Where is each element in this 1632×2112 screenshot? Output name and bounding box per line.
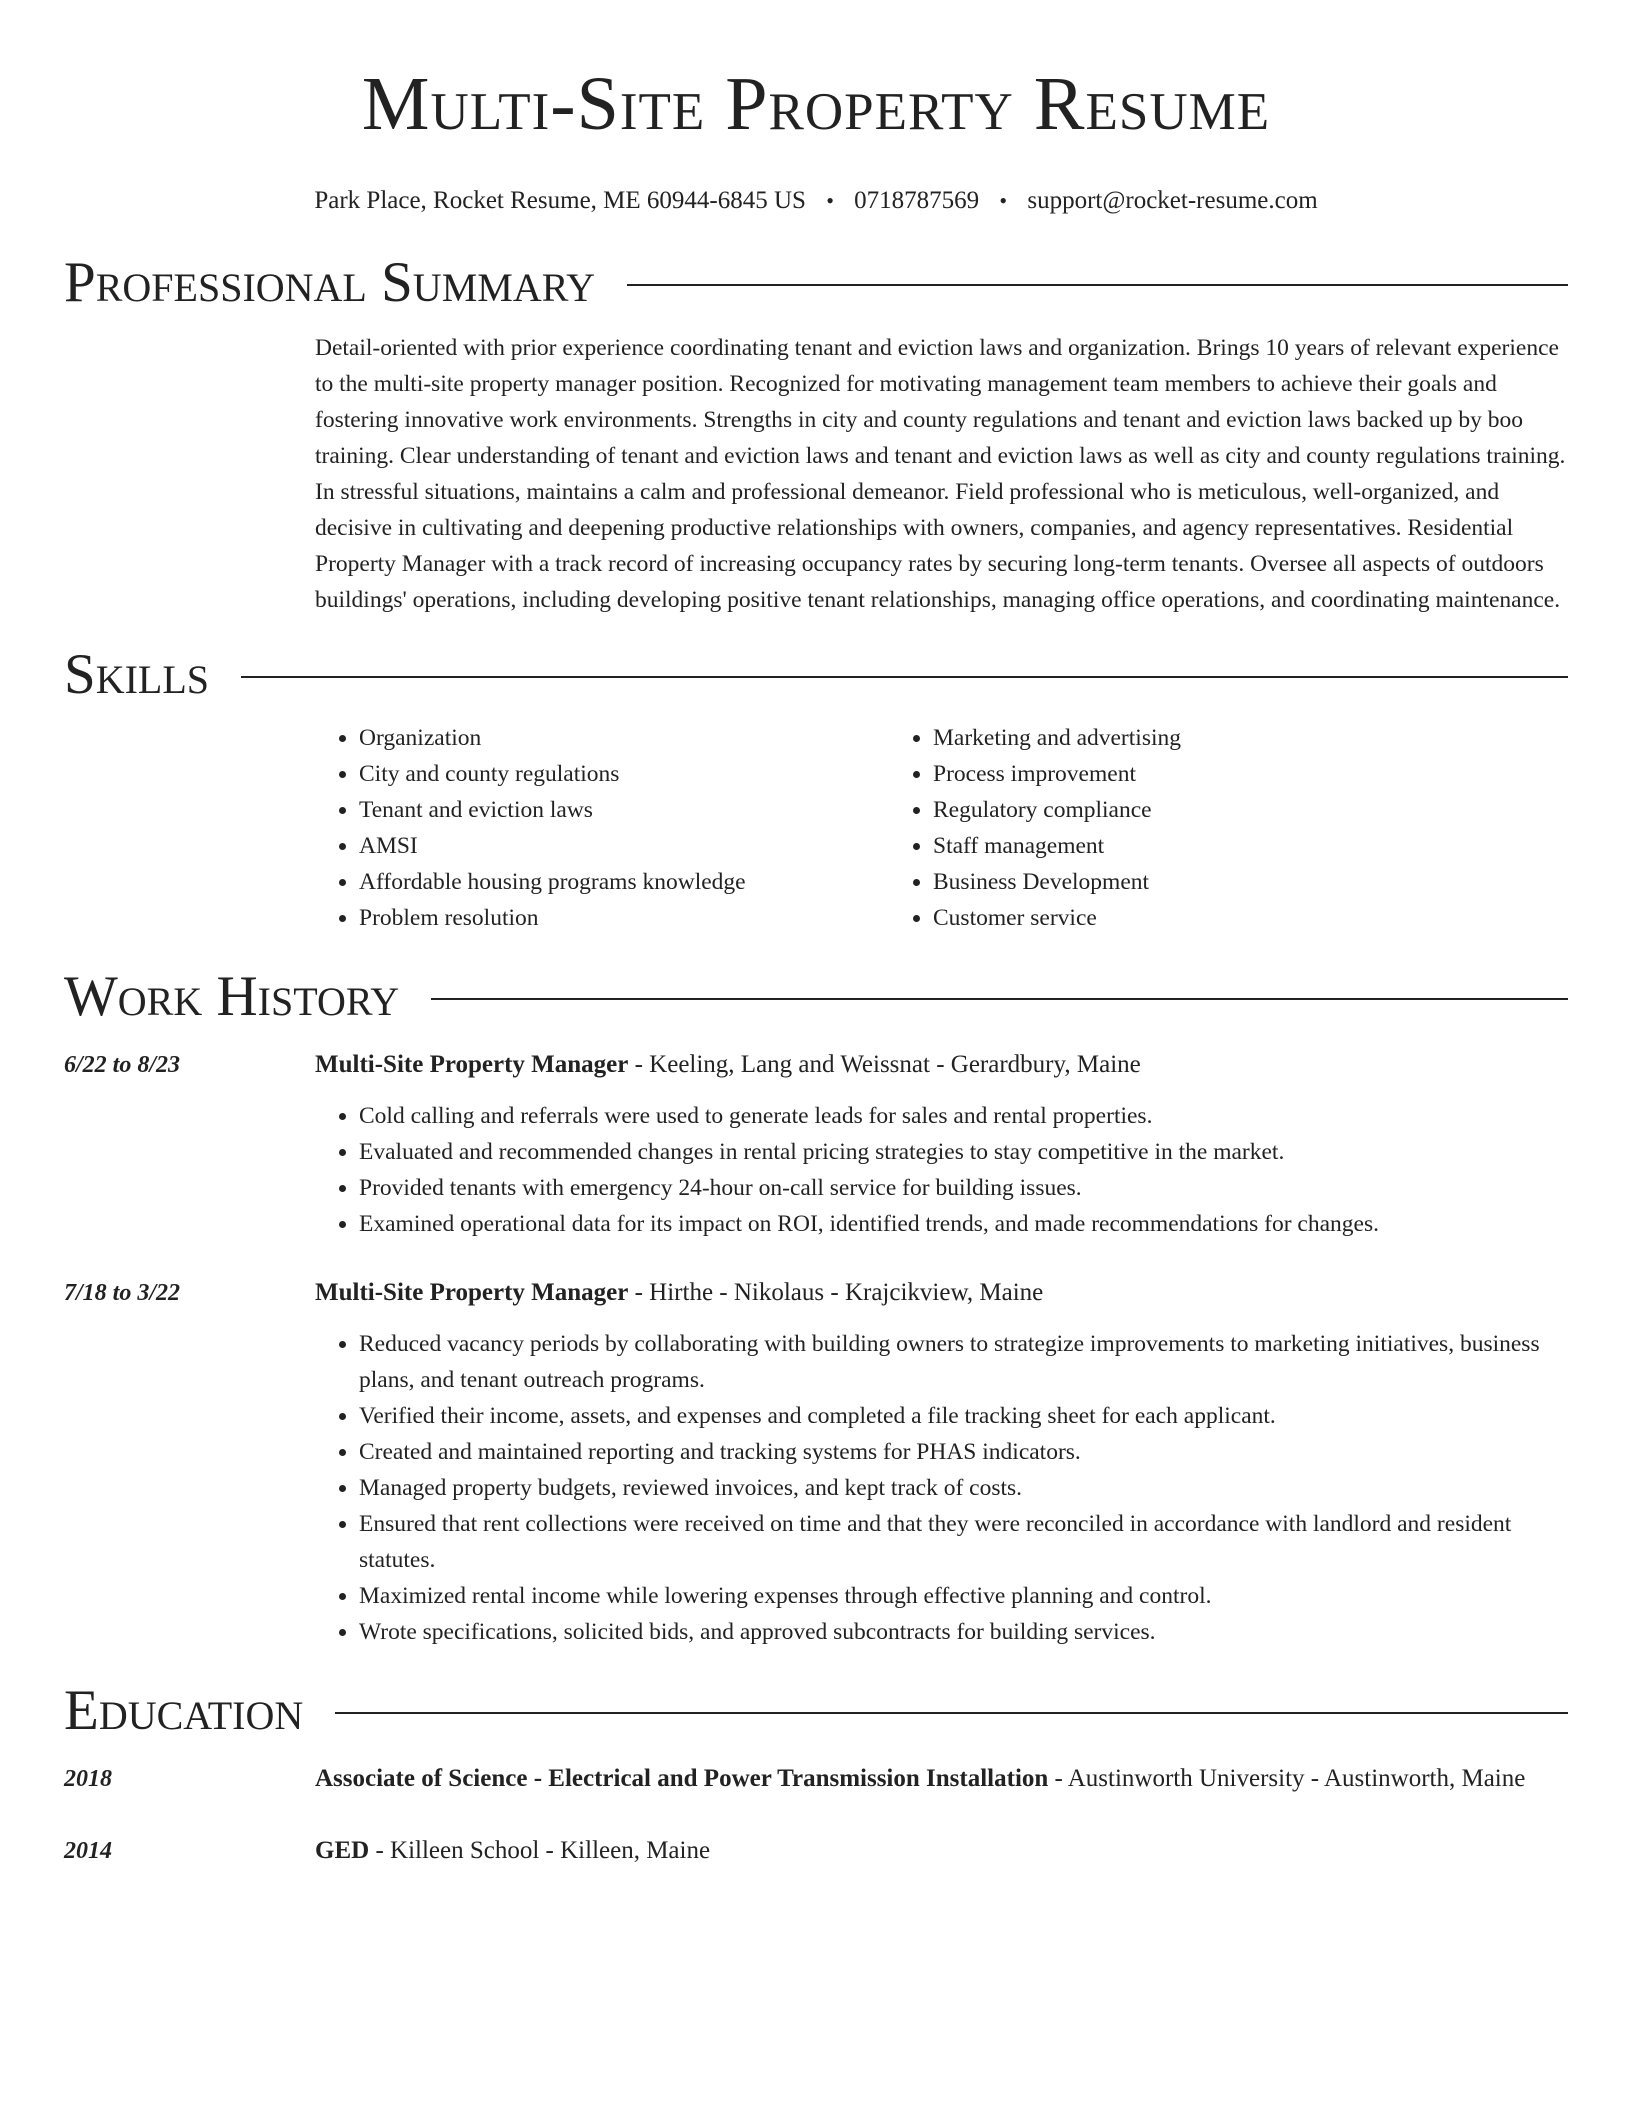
job-headline <box>315 1046 1568 1084</box>
job-body <box>315 1046 1568 1242</box>
education-headline <box>315 1832 1568 1870</box>
education-body <box>315 1760 1568 1798</box>
education-heading: Education <box>64 1679 304 1742</box>
job-title: Multi-Site Property Manager <box>315 1279 629 1306</box>
section-divider <box>241 676 1568 678</box>
job-entry <box>64 1274 1568 1650</box>
education-school: - Austinworth University - Austinworth, Maine <box>1048 1765 1526 1792</box>
education-section-header <box>64 1678 1568 1744</box>
work-section-header <box>64 964 1568 1030</box>
skill-item: • Problem resolution <box>359 900 889 936</box>
contact-address: Park Place, Rocket Resume, ME 60944-6845 US <box>314 187 806 214</box>
skill-item: • Customer service <box>933 900 1181 936</box>
job-headline <box>315 1274 1568 1312</box>
duty-item: • Wrote specifications, solicited bids, and approved subcontracts for building services. <box>359 1614 1568 1650</box>
resume-title: Multi-Site Property Resume <box>361 62 1271 146</box>
section-divider <box>335 1712 1568 1714</box>
duty-item: • Managed property budgets, reviewed invoices, and kept track of costs. <box>359 1470 1568 1506</box>
job-body <box>315 1274 1568 1650</box>
duty-item: • Created and maintained reporting and tracking systems for PHAS indicators. <box>359 1434 1568 1470</box>
skill-item: • Tenant and eviction laws <box>359 792 889 828</box>
education-degree: Associate of Science - Electrical and Power Transmission Installation <box>315 1765 1049 1792</box>
duty-item: • Verified their income, assets, and expenses and completed a file tracking sheet for each applicant. <box>359 1398 1568 1434</box>
skill-item: • Business Development <box>933 864 1181 900</box>
summary-heading: Professional Summary <box>64 251 596 314</box>
duty-item: • Examined operational data for its impact on ROI, identified trends, and made recommendations for changes. <box>359 1206 1568 1242</box>
section-divider <box>431 998 1568 1000</box>
education-school: - Killeen School - Killeen, Maine <box>369 1837 711 1864</box>
section-divider <box>627 284 1568 286</box>
education-entry <box>64 1832 1568 1870</box>
skills-column-left <box>315 720 889 936</box>
contact-separator: • <box>826 188 834 213</box>
skill-item: • Affordable housing programs knowledge <box>359 864 889 900</box>
skill-item: • Process improvement <box>933 756 1181 792</box>
education-entry <box>64 1760 1568 1798</box>
summary-section-header <box>64 250 1568 316</box>
skill-item: • Regulatory compliance <box>933 792 1181 828</box>
education-headline <box>315 1760 1568 1798</box>
job-employer: - Keeling, Lang and Weissnat - Gerardbury, Maine <box>628 1051 1141 1078</box>
skill-item: • City and county regulations <box>359 756 889 792</box>
skill-item: • Staff management <box>933 828 1181 864</box>
job-title: Multi-Site Property Manager <box>315 1051 629 1078</box>
contact-line <box>64 186 1568 216</box>
work-heading: Work History <box>64 965 400 1028</box>
duty-item: • Evaluated and recommended changes in rental pricing strategies to stay competitive in the market. <box>359 1134 1568 1170</box>
contact-phone: 0718787569 <box>854 187 980 214</box>
contact-email: support@rocket-resume.com <box>1027 187 1318 214</box>
job-duties <box>315 1326 1568 1650</box>
skills-section-header <box>64 642 1568 708</box>
duty-item: • Maximized rental income while lowering expenses through effective planning and control. <box>359 1578 1568 1614</box>
duty-item: • Provided tenants with emergency 24-hour on-call service for building issues. <box>359 1170 1568 1206</box>
education-degree: GED <box>315 1837 370 1864</box>
skills-heading: Skills <box>64 643 210 706</box>
summary-text: Detail-oriented with prior experience coordinating tenant and eviction laws and organization. Brings 10 years of relevant experience to the multi-site property manager position. Recognized for motivating management team members to achieve their goals and fostering innovative work environments. Strengths in city and county regulations and tenant and eviction laws backed up by boo training. Clear understanding of tenant and eviction laws and tenant and eviction laws as well as city and county regulations training. In stressful situations, maintains a calm and professional demeanor. Field professional who is meticulous, well-organized, and decisive in cultivating and deepening productive relationships with owners, companies, and agency representatives. Residential Property Manager with a track record of increasing occupancy rates by securing long-term tenants. Oversee all aspects of outdoors buildings' operations, including developing positive tenant relationships, managing office operations, and coordinating maintenance. <box>315 335 1566 613</box>
skill-item: • Marketing and advertising <box>933 720 1181 756</box>
job-dates: 7/18 to 3/22 <box>64 1280 181 1306</box>
job-dates: 6/22 to 8/23 <box>64 1052 181 1078</box>
education-year: 2018 <box>64 1766 112 1792</box>
job-employer: - Hirthe - Nikolaus - Krajcikview, Maine <box>628 1279 1044 1306</box>
skills-list <box>315 720 1568 936</box>
duty-item: • Cold calling and referrals were used to generate leads for sales and rental properties. <box>359 1098 1568 1134</box>
contact-separator: • <box>999 188 1008 213</box>
duty-item: • Reduced vacancy periods by collaborating with building owners to strategize improvements to marketing initiatives, business plans, and tenant outreach programs. <box>359 1326 1568 1398</box>
job-duties <box>315 1098 1568 1242</box>
skill-item: • AMSI <box>359 828 889 864</box>
skills-column-right <box>889 720 1181 936</box>
education-body <box>315 1832 1568 1870</box>
duty-item: • Ensured that rent collections were received on time and that they were reconciled in accordance with landlord and resident statutes. <box>359 1506 1568 1578</box>
education-year: 2014 <box>64 1838 112 1864</box>
job-entry <box>64 1046 1568 1242</box>
skill-item: • Organization <box>359 720 889 756</box>
